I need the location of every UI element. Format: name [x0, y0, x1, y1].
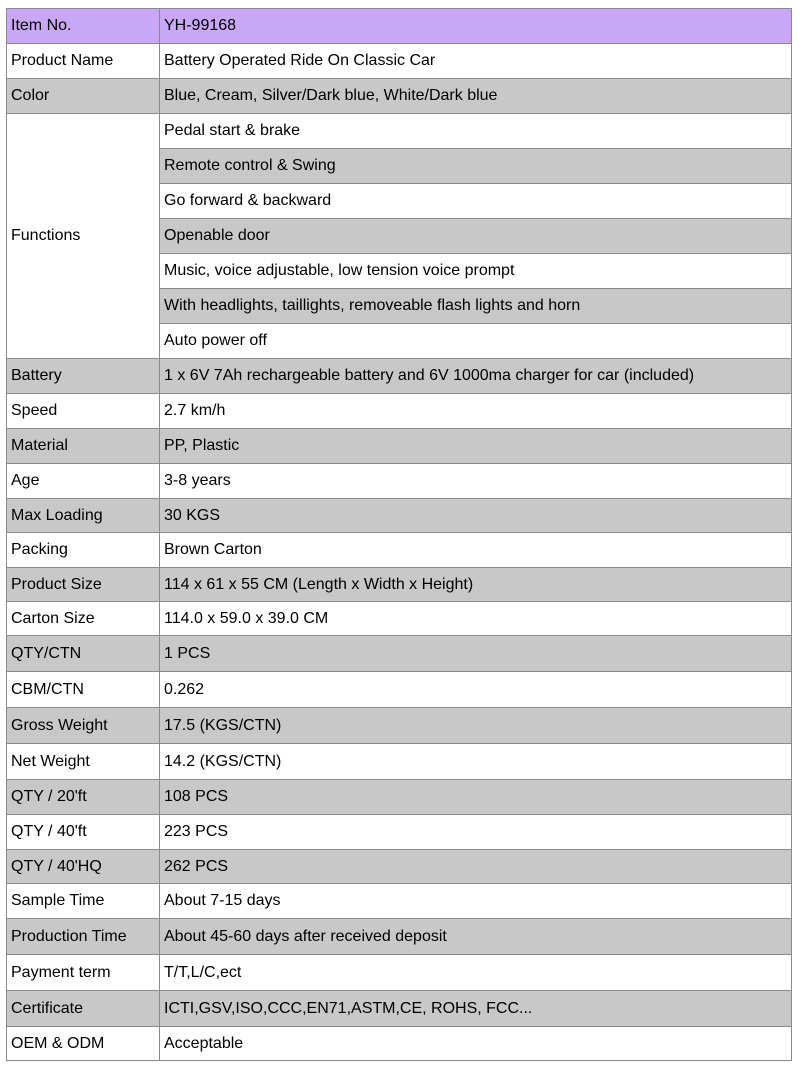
- color-value: Blue, Cream, Silver/Dark blue, White/Dark blue: [160, 79, 792, 114]
- item-no-value: YH-99168: [160, 9, 792, 44]
- function-item: Openable door: [160, 219, 792, 254]
- table-row-production-time: [7, 919, 792, 955]
- function-item: Auto power off: [160, 324, 792, 359]
- carton-size-value: 114.0 x 59.0 x 39.0 CM: [160, 602, 792, 636]
- function-item: Go forward & backward: [160, 184, 792, 219]
- table-row-packing: [7, 533, 792, 568]
- max-loading-label: Max Loading: [7, 499, 160, 533]
- cbm-ctn-value: 0.262: [160, 672, 792, 708]
- table-row-carton-size: [7, 602, 792, 636]
- table-row-product-size: [7, 568, 792, 602]
- production-time-label: Production Time: [7, 919, 160, 955]
- qty-40-ft-label: QTY / 40'ft: [7, 815, 160, 850]
- table-row-item-no: [7, 9, 792, 44]
- production-time-value: About 45-60 days after received deposit: [160, 919, 792, 955]
- gross-weight-label: Gross Weight: [7, 708, 160, 744]
- table-row-qty-20-ft: [7, 780, 792, 815]
- table-row-payment-term: [7, 955, 792, 991]
- qty-ctn-label: QTY/CTN: [7, 636, 160, 672]
- packing-value: Brown Carton: [160, 533, 792, 568]
- qty-40-hq-value: 262 PCS: [160, 850, 792, 884]
- payment-term-value: T/T,L/C,ect: [160, 955, 792, 991]
- speed-label: Speed: [7, 394, 160, 429]
- payment-term-label: Payment term: [7, 955, 160, 991]
- net-weight-value: 14.2 (KGS/CTN): [160, 744, 792, 780]
- table-row-cbm-ctn: [7, 672, 792, 708]
- qty-20-ft-label: QTY / 20'ft: [7, 780, 160, 815]
- carton-size-label: Carton Size: [7, 602, 160, 636]
- function-item: Pedal start & brake: [160, 114, 792, 149]
- table-row-oem-odm: [7, 1027, 792, 1061]
- table-row-certificate: [7, 991, 792, 1027]
- battery-label: Battery: [7, 359, 160, 394]
- max-loading-value: 30 KGS: [160, 499, 792, 533]
- table-row-sample-time: [7, 884, 792, 919]
- table-row-speed: [7, 394, 792, 429]
- table-row-function: [7, 114, 792, 149]
- oem-odm-label: OEM & ODM: [7, 1027, 160, 1061]
- age-value: 3-8 years: [160, 464, 792, 499]
- qty-40-hq-label: QTY / 40'HQ: [7, 850, 160, 884]
- product-name-label: Product Name: [7, 44, 160, 79]
- sample-time-value: About 7-15 days: [160, 884, 792, 919]
- functions-label: Functions: [7, 114, 160, 359]
- qty-20-ft-value: 108 PCS: [160, 780, 792, 815]
- table-row-product-name: [7, 44, 792, 79]
- item-no-label: Item No.: [7, 9, 160, 44]
- certificate-value: ICTI,GSV,ISO,CCC,EN71,ASTM,CE, ROHS, FCC...: [160, 991, 792, 1027]
- function-item: Remote control & Swing: [160, 149, 792, 184]
- table-row-qty-ctn: [7, 636, 792, 672]
- age-label: Age: [7, 464, 160, 499]
- table-row-battery: [7, 359, 792, 394]
- table-row-qty-40-ft: [7, 815, 792, 850]
- battery-value: 1 x 6V 7Ah rechargeable battery and 6V 1000ma charger for car (included): [160, 359, 792, 394]
- gross-weight-value: 17.5 (KGS/CTN): [160, 708, 792, 744]
- table-row-material: [7, 429, 792, 464]
- qty-ctn-value: 1 PCS: [160, 636, 792, 672]
- product-name-value: Battery Operated Ride On Classic Car: [160, 44, 792, 79]
- packing-label: Packing: [7, 533, 160, 568]
- color-label: Color: [7, 79, 160, 114]
- table-row-net-weight: [7, 744, 792, 780]
- spec-table: [6, 8, 792, 1061]
- speed-value: 2.7 km/h: [160, 394, 792, 429]
- net-weight-label: Net Weight: [7, 744, 160, 780]
- oem-odm-value: Acceptable: [160, 1027, 792, 1061]
- material-value: PP, Plastic: [160, 429, 792, 464]
- table-row-age: [7, 464, 792, 499]
- function-item: With headlights, taillights, removeable flash lights and horn: [160, 289, 792, 324]
- cbm-ctn-label: CBM/CTN: [7, 672, 160, 708]
- product-size-label: Product Size: [7, 568, 160, 602]
- sample-time-label: Sample Time: [7, 884, 160, 919]
- product-size-value: 114 x 61 x 55 CM (Length x Width x Height): [160, 568, 792, 602]
- table-row-gross-weight: [7, 708, 792, 744]
- qty-40-ft-value: 223 PCS: [160, 815, 792, 850]
- certificate-label: Certificate: [7, 991, 160, 1027]
- function-item: Music, voice adjustable, low tension voice prompt: [160, 254, 792, 289]
- table-row-color: [7, 79, 792, 114]
- material-label: Material: [7, 429, 160, 464]
- table-row-max-loading: [7, 499, 792, 533]
- table-row-qty-40-hq: [7, 850, 792, 884]
